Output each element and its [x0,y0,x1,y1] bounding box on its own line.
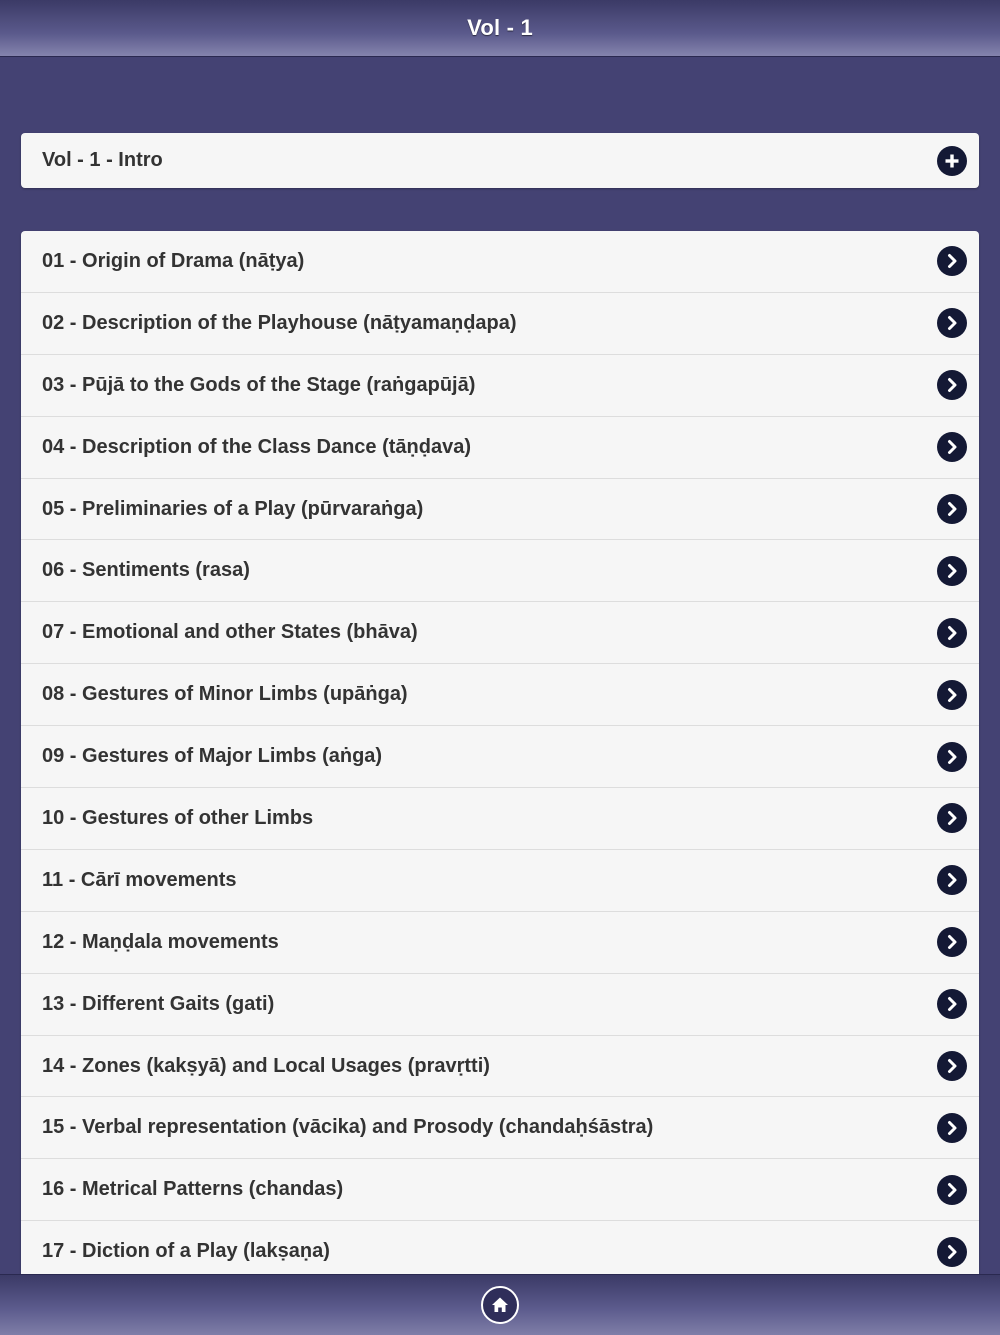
plus-circle-icon[interactable] [937,146,967,176]
chevron-right-icon[interactable] [937,803,967,833]
list-item[interactable] [21,602,979,664]
chevron-right-icon[interactable] [937,556,967,586]
chevron-right-icon[interactable] [937,370,967,400]
list-item-label: 03 - Pūjā to the Gods of the Stage (raṅgapūjā) [42,373,476,396]
chevron-right-icon[interactable] [937,989,967,1019]
list-item[interactable] [21,1221,979,1274]
chevron-right-icon[interactable] [937,246,967,276]
list-item[interactable] [21,1159,979,1221]
chevron-right-icon[interactable] [937,1051,967,1081]
list-item-label: 12 - Maṇḍala movements [42,930,279,953]
list-item-label: 17 - Diction of a Play (lakṣaṇa) [42,1240,330,1263]
list-item[interactable] [21,417,979,479]
chevron-right-icon[interactable] [937,494,967,524]
list-item-label: 16 - Metrical Patterns (chandas) [42,1178,344,1201]
chevron-right-icon[interactable] [937,742,967,772]
list-item[interactable] [21,974,979,1036]
list-item-label: 11 - Cārī movements [42,868,237,891]
chevron-right-icon[interactable] [937,1175,967,1205]
list-item-label: 14 - Zones (kakṣyā) and Local Usages (pravṛtti) [42,1054,490,1077]
list-item-label: 04 - Description of the Class Dance (tāṇḍava) [42,435,472,458]
list-item-label: 07 - Emotional and other States (bhāva) [42,621,418,644]
list-item[interactable] [21,1036,979,1098]
chevron-right-icon[interactable] [937,1237,967,1267]
chevron-right-icon[interactable] [937,308,967,338]
list-item[interactable] [21,850,979,912]
list-item[interactable] [21,788,979,850]
list-item-label: 13 - Different Gaits (gati) [42,992,275,1015]
list-item-label: 01 - Origin of Drama (nāṭya) [42,249,305,272]
intro-label: Vol - 1 - Intro [42,149,163,171]
chevron-right-icon[interactable] [937,432,967,462]
list-item[interactable] [21,664,979,726]
chevron-right-icon[interactable] [937,680,967,710]
header-bar [0,0,1000,57]
list-item-label: 02 - Description of the Playhouse (nāṭyamaṇḍapa) [42,311,517,334]
list-item-label: 09 - Gestures of Major Limbs (aṅga) [42,745,383,768]
list-item[interactable] [21,912,979,974]
page-title: Vol - 1 [467,15,533,40]
list-item[interactable] [21,1097,979,1159]
list-item[interactable] [21,355,979,417]
list-item[interactable] [21,479,979,541]
list-item-label: 08 - Gestures of Minor Limbs (upāṅga) [42,683,408,706]
list-item[interactable] [21,540,979,602]
chevron-right-icon[interactable] [937,927,967,957]
intro-collapsible[interactable] [21,133,979,188]
list-item[interactable] [21,726,979,788]
chevron-right-icon[interactable] [937,618,967,648]
list-item-label: 15 - Verbal representation (vācika) and Prosody (chandaḥśāstra) [42,1116,654,1139]
list-item-label: 06 - Sentiments (rasa) [42,559,250,582]
chapter-list [21,231,979,1274]
list-item-label: 10 - Gestures of other Limbs [42,806,314,829]
list-item[interactable] [21,231,979,293]
home-icon[interactable] [481,1286,519,1324]
footer-bar [0,1274,1000,1335]
list-item[interactable] [21,293,979,355]
chevron-right-icon[interactable] [937,1113,967,1143]
chevron-right-icon[interactable] [937,865,967,895]
list-item-label: 05 - Preliminaries of a Play (pūrvaraṅga) [42,497,424,520]
